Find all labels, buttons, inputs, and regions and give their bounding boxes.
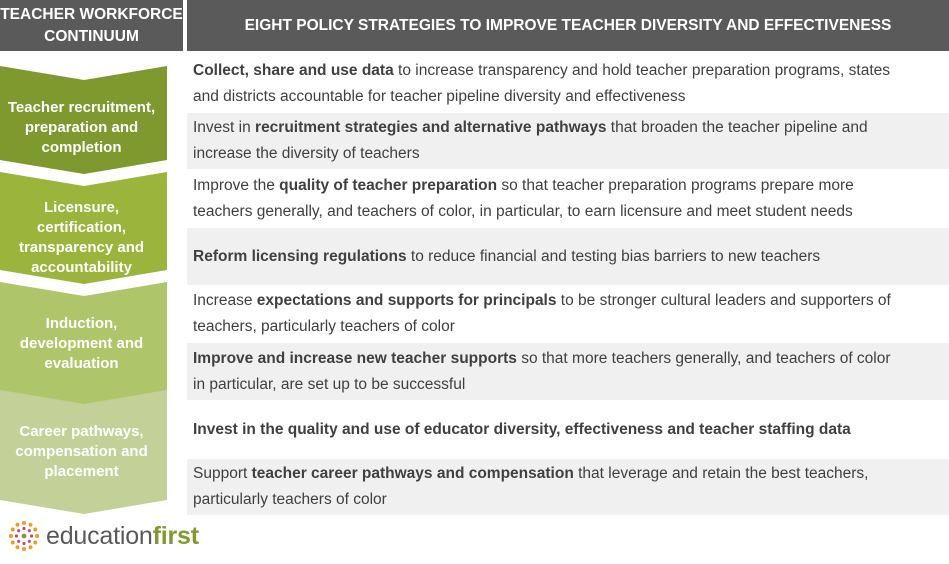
strategy-4-rest: to reduce financial and testing bias barriers to new teachers bbox=[406, 247, 821, 265]
strategy-2-rest: that broaden the teacher pipeline and bbox=[606, 119, 868, 136]
strategy-row-7 bbox=[187, 401, 949, 458]
strategy-row-4 bbox=[187, 228, 949, 285]
stage-2-label bbox=[0, 190, 163, 286]
stage-4-line1: Career pathways, bbox=[19, 423, 144, 440]
logo-wordmark bbox=[46, 522, 199, 551]
strategy-row-3 bbox=[187, 170, 949, 227]
stage-2-line3: transparency and bbox=[18, 239, 145, 256]
stage-4-line3: placement bbox=[44, 463, 119, 480]
header-continuum-line1: TEACHER WORKFORCE bbox=[0, 5, 183, 23]
continuum-stages bbox=[0, 0, 170, 564]
strategy-row-5 bbox=[187, 286, 949, 342]
strategy-row-8 bbox=[187, 459, 949, 515]
strategy-1-bold: Collect, share and use data bbox=[193, 62, 394, 79]
sunburst-icon bbox=[8, 520, 40, 552]
strategy-2-pre: Invest in bbox=[193, 119, 256, 136]
education-first-logo bbox=[8, 518, 199, 554]
strategy-row-1 bbox=[187, 56, 949, 112]
logo-text-first: first bbox=[152, 521, 199, 550]
strategy-8-line2: particularly teachers of color bbox=[193, 491, 387, 508]
strategy-8-pre: Support bbox=[193, 465, 252, 482]
strategy-1-line2: and districts accountable for teacher pipeline diversity and effectiveness bbox=[193, 88, 686, 105]
stage-1-label bbox=[0, 88, 163, 168]
strategy-5-bold: expectations and supports for principals bbox=[256, 292, 557, 309]
stage-1-line1: Teacher recruitment, bbox=[7, 99, 156, 116]
strategy-3-rest: so that teacher preparation programs prepare more bbox=[497, 176, 854, 194]
strategy-3-pre: Improve the bbox=[193, 176, 280, 194]
stage-1-line3: completion bbox=[41, 139, 122, 156]
header-continuum-line2: CONTINUUM bbox=[44, 27, 139, 45]
strategy-5-pre: Increase bbox=[193, 292, 257, 309]
strategy-6-line2: in particular, are set up to be successful bbox=[193, 375, 466, 393]
strategy-8-rest: that leverage and retain the best teachers, bbox=[573, 465, 869, 482]
strategy-5-rest: to be stronger cultural leaders and supporters of bbox=[556, 292, 891, 309]
strategy-6-rest: so that more teachers generally, and teachers of color bbox=[516, 349, 891, 367]
stage-2-line4: accountability bbox=[31, 259, 132, 276]
stage-3-label bbox=[0, 306, 163, 382]
strategy-2-line2: increase the diversity of teachers bbox=[193, 145, 420, 162]
strategy-2-bold: recruitment strategies and alternative pathways bbox=[255, 119, 607, 136]
stage-3-line1: Induction, bbox=[45, 315, 118, 332]
strategy-3-bold: quality of teacher preparation bbox=[279, 176, 498, 194]
stage-2-line2: certification, bbox=[36, 219, 127, 236]
stage-2-line1: Licensure, bbox=[43, 199, 119, 216]
stage-1-line2: preparation and bbox=[24, 119, 139, 136]
strategy-1-rest: to increase transparency and hold teacher preparation programs, states bbox=[393, 62, 890, 79]
strategy-row-2 bbox=[187, 113, 949, 169]
header-strategies: EIGHT POLICY STRATEGIES TO IMPROVE TEACHER DIVERSITY AND EFFECTIVENESS bbox=[187, 0, 949, 51]
strategy-3-line2: teachers generally, and teachers of color, in particular, to earn licensure and meet student needs bbox=[193, 202, 853, 220]
logo-text-education: education bbox=[46, 521, 153, 550]
strategy-4-bold: Reform licensing regulations bbox=[193, 247, 407, 265]
strategy-row-6 bbox=[187, 343, 949, 400]
stage-4-line2: compensation and bbox=[15, 443, 148, 460]
stage-4-label bbox=[0, 414, 163, 490]
strategy-6-bold: Improve and increase new teacher supports bbox=[193, 349, 517, 367]
strategy-5-line2: teachers, particularly teachers of color bbox=[193, 318, 455, 335]
stage-3-line2: development and bbox=[19, 335, 144, 352]
strategy-8-bold: teacher career pathways and compensation bbox=[251, 465, 574, 482]
stage-3-line3: evaluation bbox=[44, 355, 119, 372]
strategy-7-bold: Invest in the quality and use of educator diversity, effectiveness and teacher staffing data bbox=[193, 420, 851, 438]
